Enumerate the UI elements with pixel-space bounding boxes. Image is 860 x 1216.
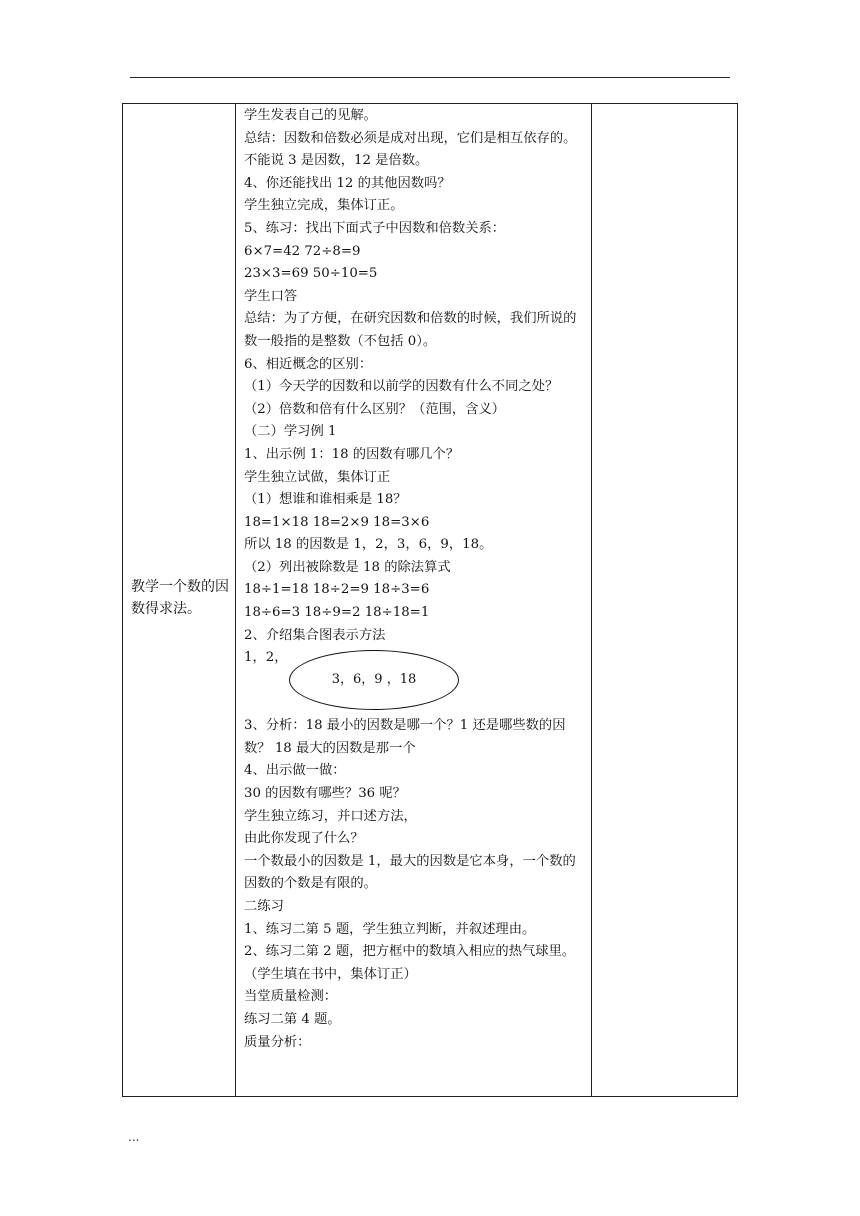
text-line: （二）学习例 1 — [244, 424, 337, 440]
text-line: 由此你发现了什么？ — [244, 831, 364, 847]
text-line: 1、出示例 1：18 的因数有哪几个？ — [244, 446, 460, 462]
text-line: （1）想谁和谁相乘是 18？ — [244, 492, 407, 508]
teaching-process-cell — [244, 105, 586, 1054]
text-line: 2、介绍集合图表示方法 — [244, 627, 386, 643]
text-line: 学生独立练习，并口述方法， — [244, 808, 417, 824]
text-line: 练习二第 4 题。 — [244, 1011, 341, 1027]
text-line: 4、出示做一做： — [244, 763, 346, 779]
process-lines-before — [244, 105, 586, 647]
text-line: 18÷6=3 18÷9=2 18÷18=1 — [244, 605, 430, 621]
text-line: 学生独立完成，集体订正。 — [244, 198, 404, 214]
text-line: 5、练习：找出下面式子中因数和倍数关系： — [244, 220, 506, 236]
text-line: 总结：因数和倍数必须是成对出现，它们是相互依存的。不能说 3 是因数，12 是倍数。 — [244, 130, 577, 169]
text-line: （2）倍数和倍有什么区别？（范围，含义） — [244, 401, 506, 417]
text-line: 学生口答 — [244, 288, 298, 304]
text-line: 30 的因数有哪些？36 呢？ — [244, 786, 406, 802]
teaching-goal-cell: 教学一个数的因数得求法。 — [131, 579, 229, 617]
set-diagram — [244, 647, 586, 715]
text-line: 学生独立试做，集体订正 — [244, 469, 391, 485]
page-footer: ... — [128, 1130, 140, 1144]
text-line: 6×7=42 72÷8=9 — [244, 243, 361, 259]
text-line: 2、练习二第 2 题，把方框中的数填入相应的热气球里。（学生填在书中，集体订正） — [244, 944, 576, 982]
text-line: 质量分析： — [244, 1034, 311, 1050]
text-line: 学生发表自己的见解。 — [244, 108, 377, 123]
lesson-table — [122, 103, 738, 1097]
set-prefix: 1，2， — [244, 650, 288, 666]
text-line: （1）今天学的因数和以前学的因数有什么不同之处？ — [244, 379, 559, 395]
header-rule — [130, 77, 730, 78]
text-line: 4、你还能找出 12 的其他因数吗？ — [244, 175, 451, 191]
text-line: （2）列出被除数是 18 的除法算式 — [244, 559, 451, 575]
column-divider — [235, 104, 236, 1096]
process-lines-after — [244, 715, 586, 1054]
set-ellipse — [289, 650, 459, 710]
text-line: 3、分析：18 最小的因数是哪一个？1 还是哪些数的因数？ 18 最大的因数是那一个 — [244, 718, 566, 756]
set-ellipse-label: 3，6，9 ，18 — [331, 672, 417, 688]
text-line: 18=1×18 18=2×9 18=3×6 — [244, 514, 430, 530]
column-divider — [591, 104, 592, 1096]
text-line: 总结：为了方便，在研究因数和倍数的时候，我们所说的数一般指的是整数（不包括 0）。 — [244, 311, 577, 349]
text-line: 23×3=69 50÷10=5 — [244, 266, 378, 282]
text-line: 6、相近概念的区别： — [244, 356, 373, 372]
text-line: 一个数最小的因数是 1，最大的因数是它本身，一个数的因数的个数是有限的。 — [244, 853, 576, 892]
text-line: 所以 18 的因数是 1，2，3，6，9，18。 — [244, 537, 493, 553]
text-line: 18÷1=18 18÷2=9 18÷3=6 — [244, 582, 430, 598]
text-line: 当堂质量检测： — [244, 989, 338, 1005]
text-line: 二练习 — [244, 899, 284, 914]
text-line: 1、练习二第 5 题，学生独立判断，并叙述理由。 — [244, 921, 536, 937]
